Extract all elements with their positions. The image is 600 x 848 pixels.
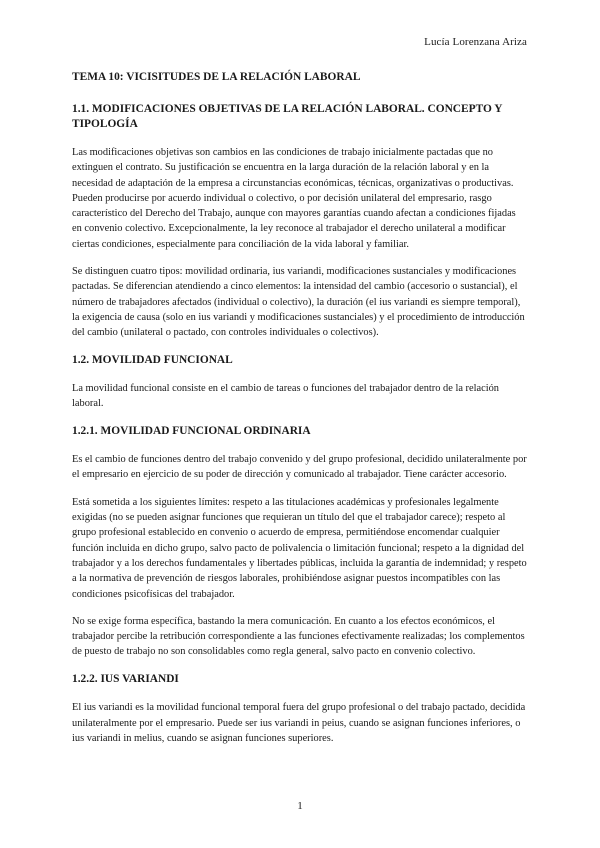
page-number: 1 <box>297 800 303 812</box>
section-heading: 1.2.2. IUS VARIANDI <box>72 672 179 685</box>
author-header: Lucía Lorenzana Ariza <box>424 36 527 48</box>
paragraph: Las modificaciones objetivas son cambios en las condiciones de trabajo inicialmente pactadas que no extinguen el contrato. Su justificación se encuentra en la larga duración de la relación laboral y en la necesidad de adaptación de la empresa a circunstancias económicas, técnicas, organizativas o productivas. Pueden producirse por acuerdo individual o colectivo, o por decisión unilateral del empresario, rasgo característico del Derecho del Trabajo, aunque con mayores garantías cuando afectan a condiciones fijadas en convenio colectivo. Excepcionalmente, la ley reconoce al trabajador el derecho unilateral a modificar ciertas condiciones, especialmente para conciliación de la vida laboral y familiar. <box>72 147 516 250</box>
paragraph: El ius variandi es la movilidad funcional temporal fuera del grupo profesional o del trabajo pactado, decidida unilateralmente por el empresario. Puede ser ius variandi in peius, cuando se asignan funciones inferiores, o ius variandi in melius, cuando se asignan funciones superiores. <box>72 702 526 744</box>
document-title: TEMA 10: VICISITUDES DE LA RELACIÓN LABORAL <box>72 71 361 83</box>
paragraph: Es el cambio de funciones dentro del trabajo convenido y del grupo profesional, decidido unilateralmente por el empresario en ejercicio de su poder de dirección y comunicado al trabajador. Tiene carácter accesorio. <box>72 454 527 481</box>
paragraph: La movilidad funcional consiste en el cambio de tareas o funciones del trabajador dentro de la relación laboral. <box>72 383 500 410</box>
document-body <box>72 70 528 758</box>
section-heading: 1.2. MOVILIDAD FUNCIONAL <box>72 353 233 366</box>
paragraph: No se exige forma específica, bastando la mera comunicación. En cuanto a los efectos económicos, el trabajador percibe la retribución correspondiente a las funciones efectivamente realizadas; los complementos de puesto de trabajo no son consolidables como regla general, salvo pacto en convenio colectivo. <box>72 615 525 658</box>
section-heading: 1.1. MODIFICACIONES OBJETIVAS DE LA RELACIÓN LABORAL. CONCEPTO Y TIPOLOGÍA <box>72 103 503 130</box>
paragraph: Está sometida a los siguientes límites: respeto a las titulaciones académicas y profesionales legalmente exigidas (no se pueden asignar funciones que requieran un título del que el trabajador carece); respeto al grupo profesional establecido en convenio o acuerdo de empresa, permitiéndose encomendar cualquier función incluida en dicho grupo, salvo pacto de polivalencia o limitación funcional; respeto a la dignidad del trabajador y a los derechos fundamentales y libertades públicas, incluida la garantía de indemnidad; y respeto a la normativa de prevención de riesgos laborales, prohibiéndose asignar puestos incompatibles con las condiciones psicofísicas del trabajador. <box>72 496 527 600</box>
section-heading: 1.2.1. MOVILIDAD FUNCIONAL ORDINARIA <box>72 424 311 437</box>
paragraph: Se distinguen cuatro tipos: movilidad ordinaria, ius variandi, modificaciones sustanciales y modificaciones pactadas. Se diferencian atendiendo a cinco elementos: la intensidad del cambio (accesorio o sustancial), el número de trabajadores afectados (individual o colectivo), la duración (el ius variandi es siempre temporal), la exigencia de causa (solo en ius variandi y modificaciones sustanciales) y el procedimiento de introducción del cambio (unilateral o pactado, con controles individuales o colectivos). <box>72 266 525 339</box>
